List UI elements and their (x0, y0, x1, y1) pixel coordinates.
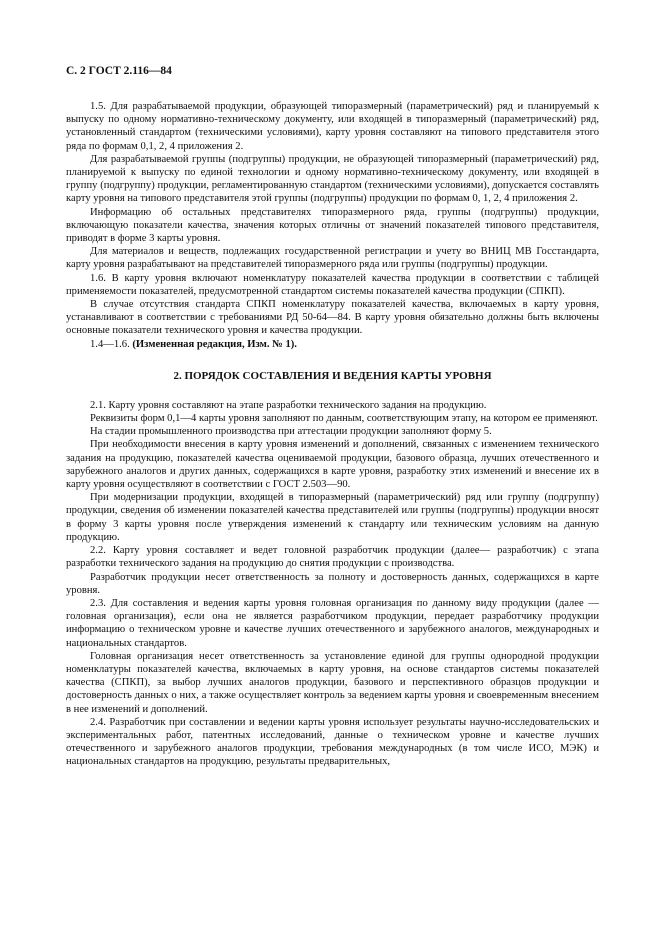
amendment-prefix: 1.4—1.6. (90, 338, 133, 350)
paragraph-2-1: 2.1. Карту уровня составляют на этапе разработки технического задания на продукцию. (90, 399, 487, 411)
paragraph-other-representatives: Информацию об остальных представителях типоразмерного ряда, группы (подгруппы) продукции, включающую показатели качества, значения которых отличны от значений показателей типового представителя, приводят в форме 3 карты уровня. (66, 206, 599, 245)
paragraph-group-products: Для разрабатываемой группы (подгруппы) продукции, не образующей типоразмерный (параметрический) ряд, планируемой к выпуску по единой технологии и одному нормативно-техническому документу, или входящей в группу (подгруппу) продукции, регламентированную стандартом (техническими условиями), допускается составлять карту уровня на типового представителя этой группы (подгруппы) продукции по формам 0, 1, 2, 4 приложения 2. (66, 153, 599, 205)
paragraph-materials: Для материалов и веществ, подлежащих государственной регистрации и учету во ВНИЦ МВ Госстандарта, карту уровня разрабатывают на представителей типоразмерного ряда или группы (подгруппы) продукции. (66, 246, 599, 271)
amendment-bold: (Измененная редакция, Изм. № 1). (132, 338, 297, 350)
amendment-note (66, 338, 599, 351)
paragraph-industrial-stage: На стадии промышленного производства при аттестации продукции заполняют форму 5. (90, 426, 492, 438)
paragraph-1-5: 1.5. Для разрабатываемой продукции, образующей типоразмерный (параметрический) ряд и планируемый к выпуску по одному нормативно-техническому документу, или входящей в типоразмерный (параметрический) ряд, установленный стандартом (техническими условиями), карту уровня составляют на типового представителя этого ряда по формам 0,1, 2, 4 приложения 2. (66, 101, 599, 152)
paragraph-2-3: 2.3. Для составления и ведения карты уровня головная организация по данному виду продукции (далее — головная организация), если она не является разработчиком продукции, передает разработчику продукции информацию о техническом уровне и качестве лучших отечественного и зарубежного аналогов, международных и национальных стандартов. (66, 597, 599, 649)
paragraph-changes: При необходимости внесения в карту уровня изменений и дополнений, связанных с изменением технического задания на продукцию, показателей качества оцениваемой продукции, базового образца, лучших отечественного и зарубежного аналогов и других данных, содержащихся в карте уровня, разработку этих изменений и внесение их в карту уровня осуществляют в соответствии с ГОСТ 2.503—90. (66, 439, 599, 491)
paragraph-2-2: 2.2. Карту уровня составляет и ведет головной разработчик продукции (далее— разработчик) с этапа разработки технического задания на продукцию до снятия продукции с производства. (66, 545, 599, 570)
paragraph-modernization: При модернизации продукции, входящей в типоразмерный (параметрический) ряд или группу (подгруппу) продукции, сведения об изменении показателей качества представителей или группы (подгруппы) продукции вносят в форму 3 карты уровня после утверждения изменений к стандарту или техническим условиям на данную продукцию. (66, 492, 599, 543)
section-2-body (66, 399, 599, 769)
paragraph-no-spkp-standard: В случае отсутствия стандарта СПКП номенклатуру показателей качества, включаемых в карту уровня, устанавливают в соответствии с требованиями РД 50-64—84. В карту уровня обязательно должны быть включены основные показатели технического уровня и качества продукции. (66, 299, 599, 337)
running-head: С. 2 ГОСТ 2.116—84 (66, 65, 172, 77)
section-2-title: 2. ПОРЯДОК СОСТАВЛЕНИЯ И ВЕДЕНИЯ КАРТЫ УРОВНЯ (173, 369, 492, 382)
section-1-body (66, 100, 599, 351)
paragraph-1-6: 1.6. В карту уровня включают номенклатуру показателей качества продукции в соответствии с таблицей применяемости показателей, предусмотренной стандартом системы показателей качества продукции (СПКП). (66, 272, 599, 297)
paragraph-head-organization: Головная организация несет ответственность за установление единой для группы однородной продукции номенклатуры показателей качества, включаемых в карту уровня, на основе стандартов системы показателей качества (СПКП), за выбор лучших аналогов продукции, базового и перспективного образцов продукции и достоверность данных о них, а также осуществляет контроль за ведением карты уровня и своевременным внесением в нее изменений и дополнений. (66, 650, 599, 715)
paragraph-developer-responsibility: Разработчик продукции несет ответственность за полноту и достоверность данных, содержащихся в карте уровня. (66, 571, 599, 596)
paragraph-requisites: Реквизиты форм 0,1—4 карты уровня заполняют по данным, соответствующим этапу, на котором ее применяют. (90, 413, 598, 425)
paragraph-2-4: 2.4. Разработчик при составлении и ведении карты уровня использует результаты научно-исследовательских и экспериментальных работ, патентных исследований, данные о техническом уровне и качестве лучших отечественного и зарубежного аналогов продукции, требования международных (в том числе ИСО, МЭК) и национальных стандартов на продукцию, результаты предварительных, (66, 716, 599, 768)
